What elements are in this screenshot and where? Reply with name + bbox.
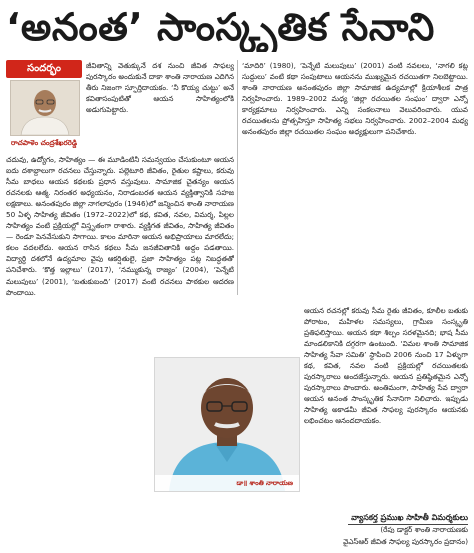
signature-role: వ్యాసకర్త ప్రముఖ సాహితీ విమర్శకులు [351, 513, 468, 522]
signature-note-2: వైఎస్ఆర్ జీవిత సాఫల్య పురస్కారం ప్రదానం) [343, 537, 468, 546]
subject-photo [154, 357, 300, 492]
author-portrait-icon [11, 81, 79, 135]
signature-rule [348, 524, 468, 525]
author-photo [10, 80, 80, 136]
author-signature [242, 512, 468, 548]
column-divider [237, 60, 238, 295]
subject-photo-caption: డా॥ శాంతి నారాయణ [155, 475, 299, 491]
article-paragraph: ఆయన రచనల్లో కరువు సీమ రైతు జీవితం, కూలీల బతుకు పోరాటం, మహిళల సమస్యలు, గ్రామీణ సంస్కృతి ప్రతిఫలిస్తాయి. ఆయన కథా శిల్పం సరళమైనది; భాష సీమ మాండలికానికి దగ్గరగా ఉంటుంది. ‘విమల శాంతి సామాజిక సాహిత్య సేవా సమితి’ స్థాపించి 2006 నుంచి 17 ఏళ్ళుగా కథ, కవిత, నవల వంటి ప్రక్రియల్లో రచయితలకు పురస్కారాలు అందజేస్తున్నారు. ఆయన ప్రతిష్ఠితమైన ఎన్నో పురస్కారాలు పొందారు. అంతిమంగా, సాహిత్య సేవ ద్వారా ఆయన అనంత సాంస్కృతిక సేనానిగా నిలిచారు. ఇప్పుడు సాహిత్య అకాడమీ జీవిత సాఫల్య పురస్కారం ఆయనకు లభించటం ఆనందదాయకం. [304, 306, 468, 426]
signature-note: (రేపు డాక్టర్ శాంతి నారాయణకు [380, 525, 468, 534]
article-paragraph: చదువు, ఉద్యోగం, సాహిత్యం — ఈ మూడింటినీ సమన్వయం చేసుకుంటూ ఆయన ఐదు దశాబ్దాలుగా రచనలు చేస్తున్నారు. పల్లెటూరి జీవితం, రైతుల కష్టాలు, కరువు సీమ బాధలు ఆయన కథలకు ప్రధాన వస్తువులు. సామాజిక చైతన్యం ఆయన రచనలకు ఆత్మ. నిరంతర అధ్యయనం, నిరాడంబరత ఆయన వ్యక్తిత్వానికి సహజ లక్షణాలు. అనంతపురం జిల్లా నాగలాపురం (1946)లో జన్మించిన శాంతి నారాయణ 50 ఏళ్ళ సాహిత్య జీవితం (1972–2022)లో కథ, కవిత, నవల, విమర్శ, పిల్లల సాహిత్యం వంటి ప్రక్రియల్లో విస్తృతంగా రాశారు. వ్యక్తిగత జీవితం, సాహిత్య జీవితం — రెండూ పెనవేసుకుని సాగాయి. కాలం మారినా ఆయన అభిప్రాయాలు మారలేదు; కలం వదలలేదు. ఆయన రాసిన కథలు సీమ జనజీవితానికి అద్దం పడతాయి. విద్యార్థి దశలోనే ఉద్యమాల వైపు ఆకర్షితులై, ప్రజా సాహిత్యం పట్ల నిబద్ధతతో పనిచేశారు. ‘కొత్త ఇల్లాలు’ (2017), ‘నమ్ముకున్న రాజ్యం’ (2004), ‘పెన్నేటి మలుపులు’ (2001), ‘బతుకుబంది’ (2017) వంటి రచనలు పాఠకుల ఆదరణ పొందాయి. [6, 155, 234, 297]
article-columns [6, 60, 468, 550]
column-badge-title: సందర్భం [6, 60, 82, 78]
subject-portrait-icon [155, 358, 299, 491]
article-paragraph: ‘మాదిరి’ (1980), ‘పెన్నేటి మలుపులు’ (2001) వంటి నవలలు, ‘నాగలి కట్ల సుద్దులు’ వంటి కథా సంపుటాలు ఆయనను ముఖ్యమైన రచయితగా నిలబెట్టాయి. శాంతి నారాయణ అనంతపురం జిల్లా సామాజిక ఉద్యమాల్లో క్రియాశీలక పాత్ర నిర్వహించారు. 1989–2002 మధ్య ‘జిల్లా రచయితల సంఘం’ ద్వారా ఎన్నో కార్యక్రమాలు నిర్వహించారు. ఎన్ని సంకలనాలు వెలువరించారు. యువ రచయితలను ప్రోత్సహిస్తూ సాహిత్య సభలు నిర్వహించారు. 2002–2004 మధ్య అనంతపురం జిల్లా రచయితల సంఘం అధ్యక్షులుగా పనిచేశారు. [242, 61, 468, 137]
column-author-name: రాచపాళెం చంద్రశేఖరరెడ్డి [10, 139, 78, 147]
column-badge [6, 60, 82, 152]
article-headline: ‘అనంత’ సాంస్కృతిక సేనాని [6, 5, 435, 49]
article-intro: జీవితాన్ని వెతుక్కునే దశ నుంచి జీవిత సాఫల్య పురస్కారం అందుకునే దాకా శాంతి నారాయణ ఎదిగిన తీరు నిజంగా స్ఫూర్తిదాయకం. ‘నీ కొయ్య చుట్టు’ అనే కవితాసంపుటితో ఆయన సాహిత్యంలోకి అడుగుపెట్టారు. [86, 61, 234, 115]
